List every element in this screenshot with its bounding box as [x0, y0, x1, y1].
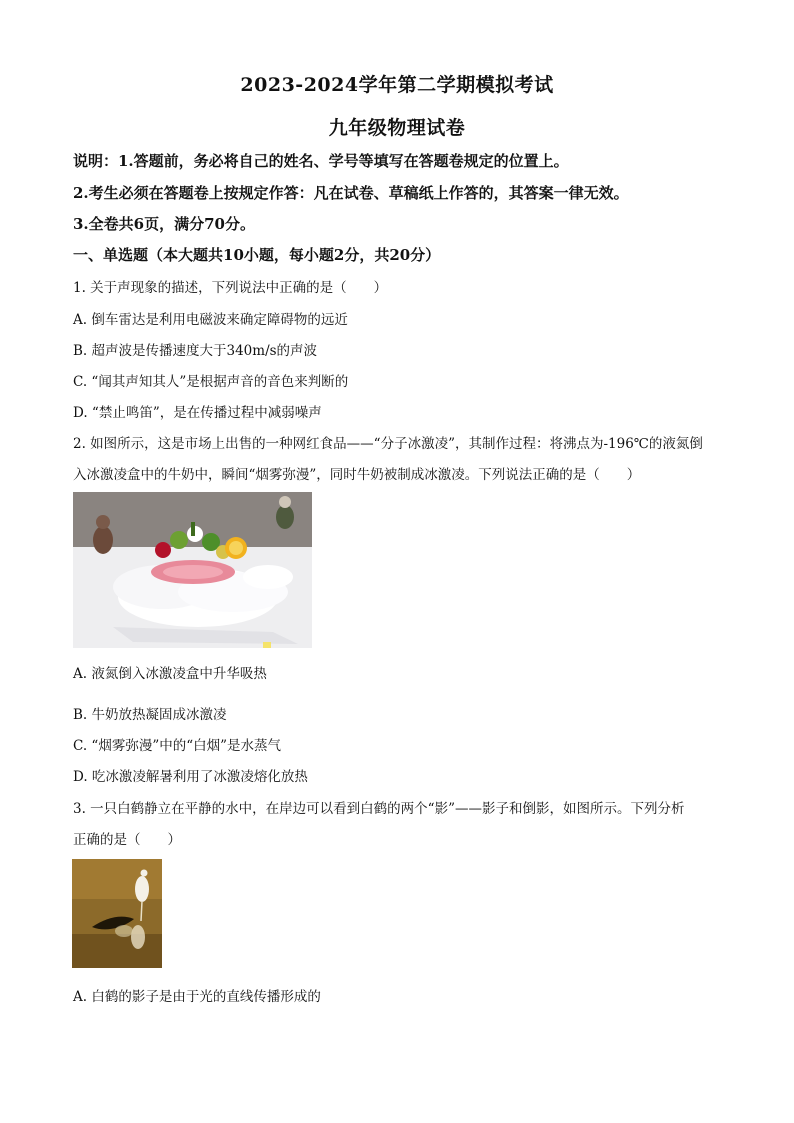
- question-1-option-c: C. “闻其声知其人”是根据声音的音色来判断的: [73, 374, 349, 390]
- question-1-option-b: B. 超声波是传播速度大于340m/s的声波: [73, 343, 318, 359]
- question-3-stem-line-1: 3. 一只白鹤静立在平静的水中，在岸边可以看到白鹤的两个“影”——影子和倒影，如图所示。下列分析: [73, 801, 685, 817]
- ice-cream-illustration: [73, 492, 312, 648]
- question-2-option-d: D. 吃冰激凌解暑利用了冰激凌熔化放热: [73, 769, 308, 785]
- question-3-option-a: A. 白鹤的影子是由于光的直线传播形成的: [73, 989, 321, 1005]
- section-heading: 一、单选题（本大题共10小题，每小题2分，共20分）: [73, 246, 441, 264]
- question-2-option-c: C. “烟雾弥漫”中的“白烟”是水蒸气: [73, 738, 282, 754]
- crane-illustration: [72, 859, 162, 968]
- question-2-stem-line-2: 入冰激凌盒中的牛奶中，瞬间“烟雾弥漫”，同时牛奶被制成冰激凌。下列说法正确的是（ ）: [73, 467, 641, 483]
- ice-cream-photo: [73, 492, 312, 648]
- instruction-3: 3.全卷共6页，满分70分。: [73, 215, 255, 233]
- question-1-stem: 1. 关于声现象的描述，下列说法中正确的是（ ）: [73, 280, 388, 296]
- question-1-option-a: A. 倒车雷达是利用电磁波来确定障碍物的远近: [73, 312, 348, 328]
- instruction-2: 2.考生必须在答题卷上按规定作答：凡在试卷、草稿纸上作答的，其答案一律无效。: [73, 184, 629, 202]
- question-1-option-d: D. “禁止鸣笛”，是在传播过程中减弱噪声: [73, 405, 322, 421]
- exam-title: 2023-2024学年第二学期模拟考试: [240, 74, 554, 96]
- question-2-option-b: B. 牛奶放热凝固成冰激凌: [73, 707, 227, 723]
- question-2-stem-line-1: 2. 如图所示，这是市场上出售的一种网红食品——“分子冰激凌”，其制作过程：将沸点为-196℃的液氮倒: [73, 436, 703, 452]
- instruction-1: 说明：1.答题前，务必将自己的姓名、学号等填写在答题卷规定的位置上。: [73, 152, 569, 170]
- exam-subtitle: 九年级物理试卷: [328, 117, 466, 139]
- crane-photo: [72, 859, 162, 968]
- question-2-option-a: A. 液氮倒入冰激凌盒中升华吸热: [73, 666, 267, 682]
- question-3-stem-line-2: 正确的是（ ）: [73, 832, 181, 848]
